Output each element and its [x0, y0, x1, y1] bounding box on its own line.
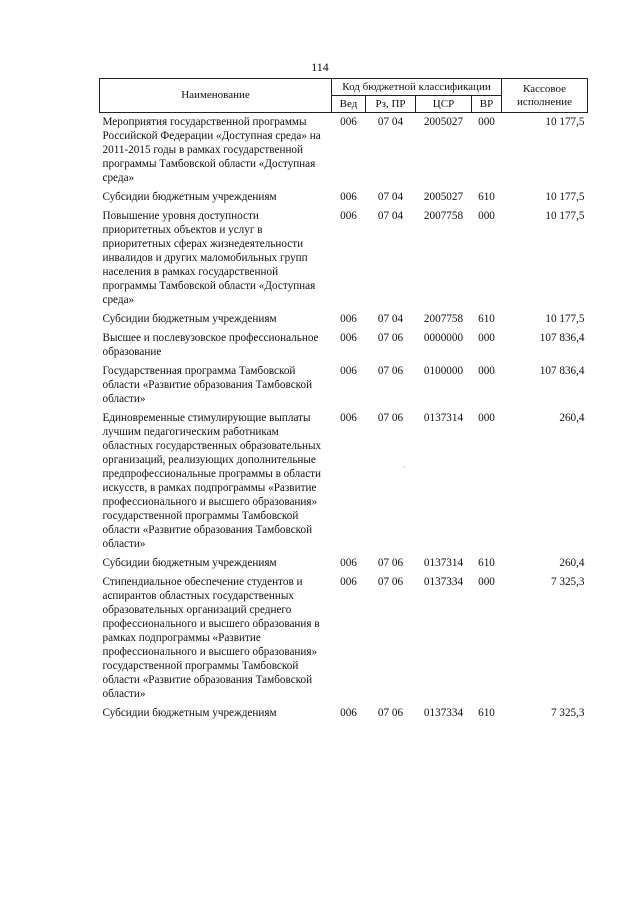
header-name: Наименование — [100, 79, 332, 113]
row-name: Высшее и послевузовское профессиональное образование — [102, 332, 319, 358]
row-sum: 10 177,5 — [545, 191, 585, 203]
row-ved: 006 — [340, 557, 357, 569]
row-rz: 07 04 — [377, 191, 404, 203]
row-sum: 7 325,3 — [550, 576, 585, 588]
row-ved: 006 — [340, 365, 357, 377]
row-ved: 006 — [340, 707, 357, 719]
row-rz: 07 04 — [377, 116, 404, 128]
row-rz: 07 06 — [377, 576, 404, 588]
row-name: Государственная программа Тамбовской области «Развитие образования Тамбовской области» — [102, 365, 313, 405]
table-row — [100, 362, 588, 409]
row-name: Повышение уровня доступности приоритетных объектов и услуг в приоритетных сферах жизнедеятельности инвалидов и других маломобильных групп населения в рамках государственной программы Тамбовской области «Доступная среда» — [102, 210, 316, 306]
table-row — [100, 573, 588, 704]
row-ved: 006 — [340, 576, 357, 588]
row-csr: 2005027 — [423, 116, 464, 128]
row-csr: 0000000 — [423, 332, 464, 344]
row-csr: 2005027 — [423, 191, 464, 203]
page-number: 114 — [311, 60, 329, 74]
row-csr: 2007758 — [423, 313, 464, 325]
row-rz: 07 06 — [377, 412, 404, 424]
row-sum: 107 836,4 — [539, 365, 585, 377]
row-rz: 07 04 — [377, 313, 404, 325]
row-csr: 0137314 — [423, 412, 464, 424]
row-ved: 006 — [340, 191, 357, 203]
row-rz: 07 06 — [377, 365, 404, 377]
row-vr: 000 — [478, 332, 495, 344]
row-csr: 0100000 — [423, 365, 464, 377]
table-row — [100, 113, 588, 189]
table-row — [100, 554, 588, 573]
header-code-group: Код бюджетной классификации — [332, 79, 502, 96]
row-vr: 000 — [478, 210, 495, 222]
table-row — [100, 310, 588, 329]
row-rz: 07 06 — [377, 557, 404, 569]
row-name: Субсидии бюджетным учреждениям — [102, 707, 277, 719]
row-ved: 006 — [340, 412, 357, 424]
row-name: Субсидии бюджетным учреждениям — [102, 313, 277, 325]
table-row — [100, 329, 588, 362]
row-rz: 07 06 — [377, 707, 404, 719]
row-vr: 610 — [478, 313, 495, 325]
header-ved: Вед — [332, 96, 366, 113]
row-sum: 7 325,3 — [550, 707, 585, 719]
table-row — [100, 704, 588, 723]
row-vr: 000 — [478, 365, 495, 377]
row-sum: 10 177,5 — [545, 210, 585, 222]
row-ved: 006 — [340, 313, 357, 325]
row-name: Субсидии бюджетным учреждениям — [102, 557, 277, 569]
row-csr: 0137314 — [423, 557, 464, 569]
row-sum: 10 177,5 — [545, 313, 585, 325]
row-ved: 006 — [340, 210, 357, 222]
header-csr: ЦСР — [416, 96, 472, 113]
row-name: Субсидии бюджетным учреждениям — [102, 191, 277, 203]
row-sum: 10 177,5 — [545, 116, 585, 128]
row-vr: 000 — [478, 576, 495, 588]
row-name: Стипендиальное обеспечение студентов и аспирантов областных государственных образовательных организаций среднего профессионального и высшего образования в рамках подпрограммы «Развитие профессионального и высшего образования» государственной программы Тамбовской области «Развитие образования Тамбовской области» — [102, 576, 320, 700]
row-csr: 2007758 — [423, 210, 464, 222]
row-name: Мероприятия государственной программы Российской Федерации «Доступная среда» на 2011-2015 годы в рамках государственной программы Тамбовской области «Доступная среда» — [102, 116, 321, 184]
row-vr: 000 — [478, 412, 495, 424]
scan-speck: · — [403, 463, 406, 472]
row-csr: 0137334 — [423, 707, 464, 719]
row-sum: 260,4 — [559, 412, 585, 424]
row-sum: 260,4 — [559, 557, 585, 569]
row-rz: 07 06 — [377, 332, 404, 344]
row-name: Единовременные стимулирующие выплаты лучшим педагогическим работникам областных государственных образовательных организаций, реализующих дополнительные предпрофессиональные программы в области искусств, в рамках подпрограммы «Развитие профессионального и высшего образования» государственной программы Тамбовской области «Развитие образования Тамбовской области» — [102, 412, 322, 550]
row-sum: 107 836,4 — [539, 332, 585, 344]
table-row — [100, 207, 588, 310]
row-ved: 006 — [340, 332, 357, 344]
table-row — [100, 409, 588, 554]
budget-table — [99, 78, 588, 723]
header-vr: ВР — [472, 96, 502, 113]
row-rz: 07 04 — [377, 210, 404, 222]
row-vr: 610 — [478, 191, 495, 203]
header-execution: Кассовое исполнение — [502, 79, 588, 113]
table-row — [100, 188, 588, 207]
header-rz: Рз, ПР — [366, 96, 416, 113]
row-vr: 000 — [478, 116, 495, 128]
row-vr: 610 — [478, 707, 495, 719]
row-ved: 006 — [340, 116, 357, 128]
row-vr: 610 — [478, 557, 495, 569]
row-csr: 0137334 — [423, 576, 464, 588]
